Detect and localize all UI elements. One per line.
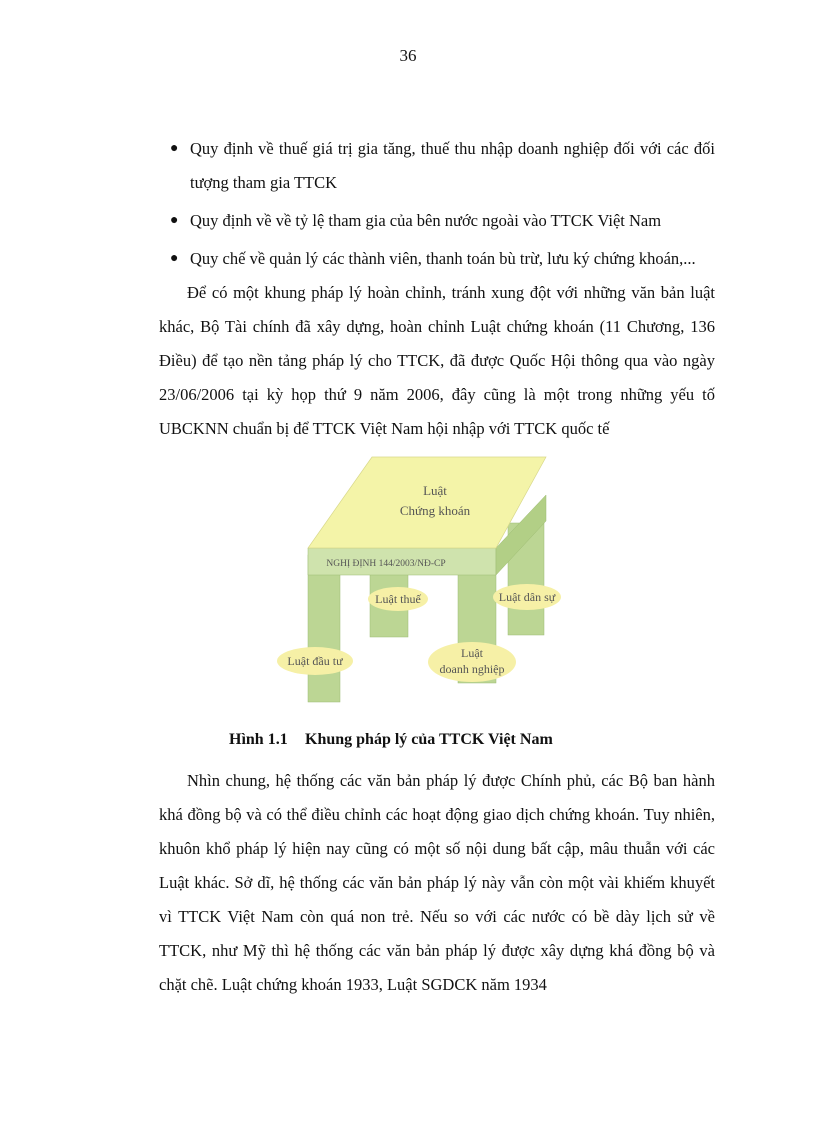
list-item <box>170 242 715 276</box>
body-paragraph-2: Nhìn chung, hệ thống các văn bản pháp lý được Chính phủ, các Bộ ban hành khá đồng bộ và có thể điều chỉnh các hoạt động giao dịch chứng khoán. Tuy nhiên, khuôn khổ pháp lý hiện nay cũng có một số nội dung bất cập, mâu thuẫn với các Luật khác. Sở dĩ, hệ thống các văn bản pháp lý này vẫn còn một vài khiếm khuyết vì TTCK Việt Nam còn quá non trẻ. Nếu so với các nước có bề dày lịch sử về TTCK, như Mỹ thì hệ thống các văn bản pháp lý được xây dựng khá đồng bộ và chặt chẽ. Luật chứng khoán 1933, Luật SGDCK năm 1934 <box>159 771 715 994</box>
list-item <box>170 132 715 200</box>
investment-law-label: Luật đầu tư <box>287 654 343 668</box>
figure-number: Hình 1.1 <box>229 731 288 748</box>
top-label-line2: Chứng khoán <box>399 503 471 518</box>
table-diagram <box>270 455 570 710</box>
figure-title: Khung pháp lý của TTCK Việt Nam <box>305 731 553 748</box>
bullet-icon: ● <box>170 251 179 266</box>
enterprise-law-label-line2: doanh nghiệp <box>439 662 505 676</box>
bullet-list <box>170 132 715 280</box>
front-leg-left <box>308 555 340 702</box>
bullet-icon: ● <box>170 213 179 228</box>
list-item <box>170 204 715 238</box>
bullet-text: Quy định về về tỷ lệ tham gia của bên nước ngoài vào TTCK Việt Nam <box>190 211 662 230</box>
bullet-icon: ● <box>170 141 179 156</box>
enterprise-law-label-line1: Luật <box>461 646 483 660</box>
civil-law-label: Luật dân sự <box>498 590 556 604</box>
top-label-line1: Luật <box>423 483 447 498</box>
figure-caption <box>229 731 553 749</box>
bullet-text: Quy chế về quản lý các thành viên, thanh toán bù trừ, lưu ký chứng khoán,... <box>190 249 696 268</box>
body-paragraph-1: Để có một khung pháp lý hoàn chỉnh, tránh xung đột với những văn bản luật khác, Bộ Tài chính đã xây dựng, hoàn chỉnh Luật chứng khoán (11 Chương, 136 Điều) để tạo nền tảng pháp lý cho TTCK, đã được Quốc Hội thông qua vào ngày 23/06/2006 tại kỳ họp thứ 9 năm 2006, đây cũng là một trong những yếu tố UBCKNN chuẩn bị để TTCK Việt Nam hội nhập với TTCK quốc tế <box>159 283 715 438</box>
tax-law-label: Luật thuế <box>375 592 421 606</box>
legal-framework-figure <box>270 455 570 710</box>
page-number: 36 <box>399 46 417 65</box>
band-label: NGHỊ ĐỊNH 144/2003/NĐ-CP <box>326 559 446 569</box>
bullet-text: Quy định về thuế giá trị gia tăng, thuế thu nhập doanh nghiệp đối với các đối tượng tham gia TTCK <box>190 139 715 192</box>
